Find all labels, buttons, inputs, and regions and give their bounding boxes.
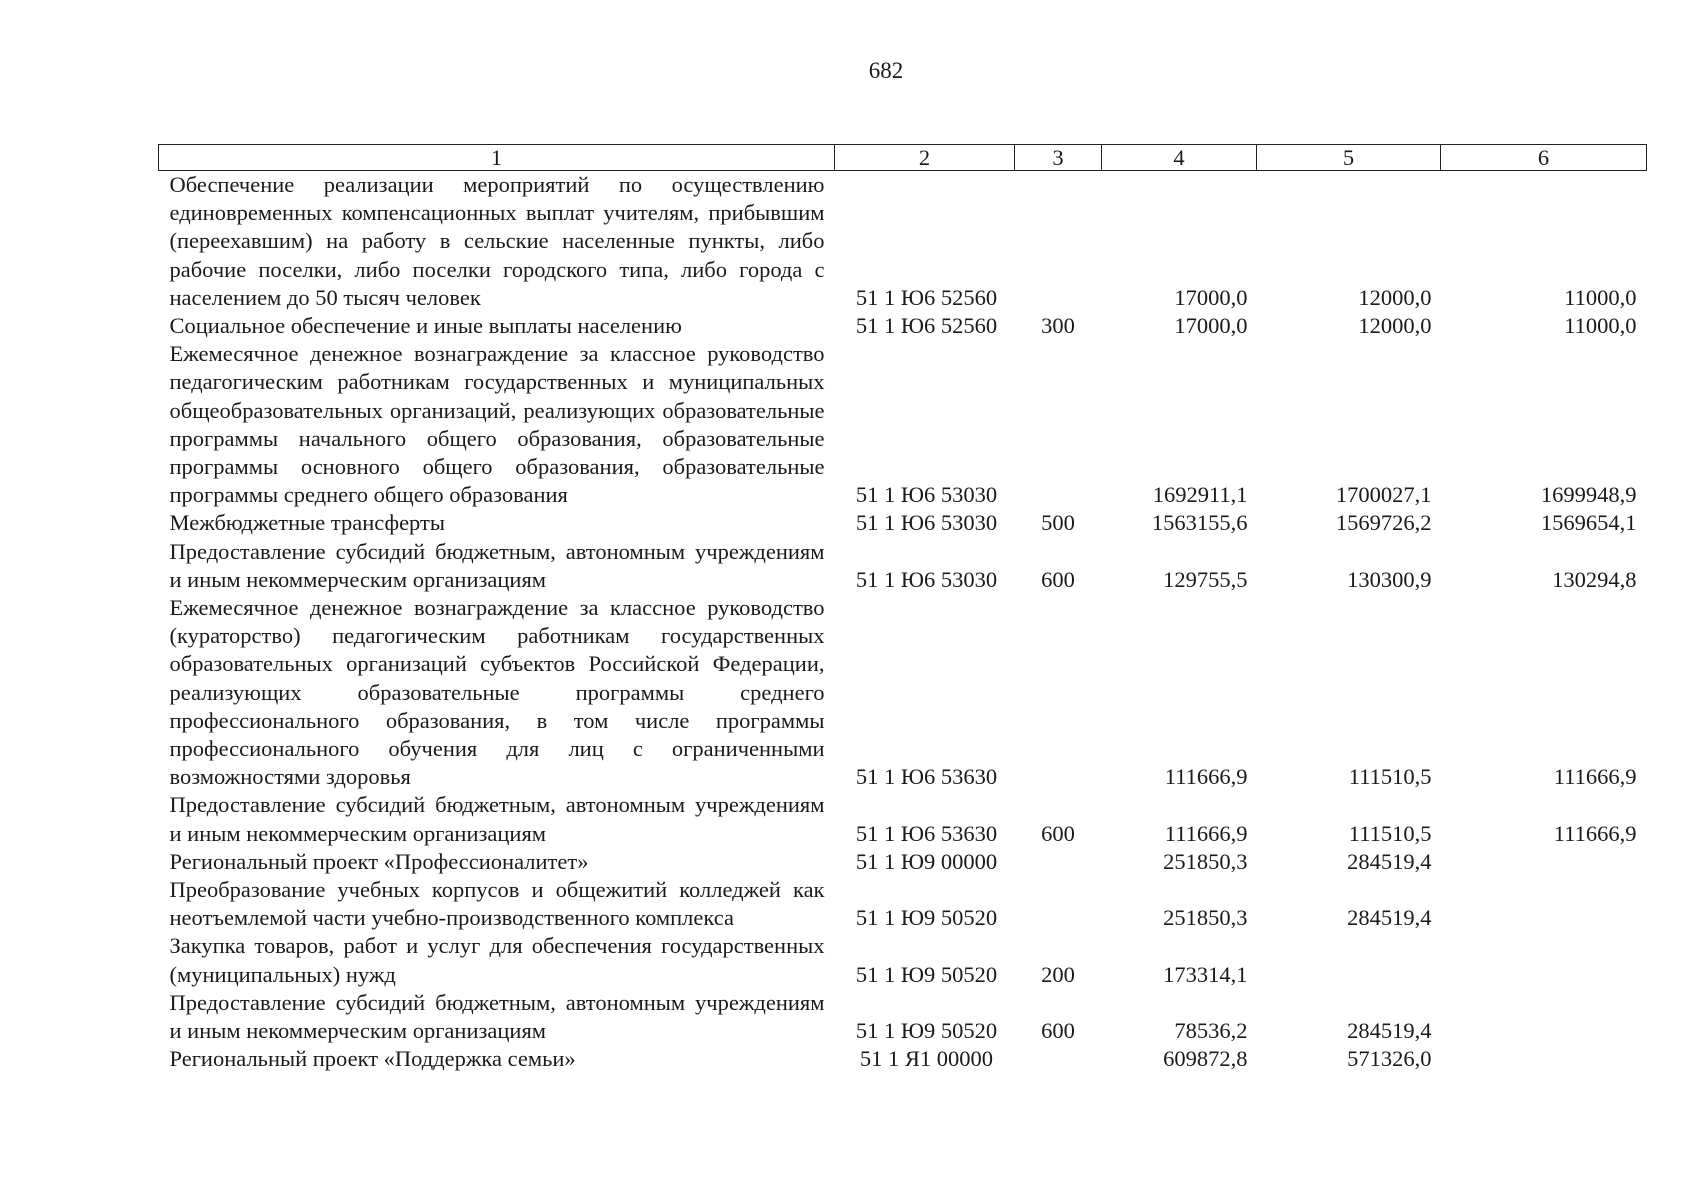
row-code: 51 1 Ю6 52560: [855, 284, 998, 310]
row-name: Региональный проект «Поддержка семьи»: [169, 1046, 576, 1072]
row-value-4: 609872,8: [1163, 1046, 1248, 1072]
row-type: [1015, 340, 1102, 509]
table-row: [159, 171, 1647, 313]
table-body: [159, 171, 1647, 1074]
column-header: 1: [159, 145, 835, 171]
row-type: 600: [1041, 566, 1075, 592]
row-value-5: 284519,4: [1347, 905, 1432, 931]
table-row: [159, 538, 1647, 594]
table-row: [159, 876, 1647, 932]
table-row: [159, 509, 1647, 537]
row-type: [1015, 171, 1102, 313]
budget-table-container: [158, 144, 1646, 1074]
row-value-4: 17000,0: [1174, 313, 1248, 339]
row-name: Закупка товаров, работ и услуг для обеспечения государственных (муниципальных) нужд: [169, 933, 825, 987]
row-value-4: 78536,2: [1174, 1018, 1248, 1044]
column-header: 5: [1257, 145, 1441, 171]
row-type: 500: [1041, 510, 1075, 536]
row-value-6: 11000,0: [1564, 313, 1637, 339]
column-header: 4: [1102, 145, 1257, 171]
row-name: Ежемесячное денежное вознаграждение за классное руководство педагогическим работникам государственных и муниципальных общеобразовательных организаций, реализующих образовательные программы начального общего образования, образовательные программы основного общего образования, образовательные программы среднего общего образования: [169, 341, 825, 508]
row-value-5: 130300,9: [1347, 566, 1432, 592]
row-name: Предоставление субсидий бюджетным, автономным учреждениям и иным некоммерческим организациям: [169, 989, 825, 1044]
row-value-6: [1441, 932, 1647, 988]
row-name: Предоставление субсидий бюджетным, автономным учреждениям и иным некоммерческим организациям: [169, 538, 825, 592]
row-name: Социальное обеспечение и иные выплаты населению: [169, 313, 682, 339]
table-row: [159, 312, 1647, 340]
row-value-4: 129755,5: [1163, 566, 1248, 592]
table-row: [159, 594, 1647, 791]
row-type: [1015, 594, 1102, 791]
row-value-4: 17000,0: [1174, 284, 1248, 310]
table-row: [159, 848, 1647, 876]
row-code: 51 1 Ю6 53630: [855, 764, 998, 790]
row-value-5: 1569726,2: [1335, 510, 1432, 536]
row-value-4: 1692911,1: [1152, 482, 1248, 508]
table-row: [159, 932, 1647, 988]
table-row: [159, 340, 1647, 509]
row-value-5: 12000,0: [1358, 313, 1432, 339]
column-header: 2: [835, 145, 1015, 171]
row-value-5: 12000,0: [1358, 284, 1432, 310]
row-value-4: 1563155,6: [1151, 510, 1248, 536]
row-code: 51 1 Ю9 50520: [855, 905, 998, 931]
row-value-4: 111666,9: [1164, 764, 1248, 790]
column-header: 3: [1015, 145, 1102, 171]
row-code: 51 1 Ю6 52560: [855, 313, 998, 339]
table-row: [159, 989, 1647, 1045]
row-value-4: 251850,3: [1163, 848, 1248, 874]
row-value-6: 130294,8: [1552, 566, 1637, 592]
row-type: [1015, 1045, 1102, 1073]
row-value-4: 173314,1: [1163, 961, 1248, 987]
row-value-5: 1700027,1: [1335, 482, 1432, 508]
row-value-6: [1441, 848, 1647, 876]
row-name: Региональный проект «Профессионалитет»: [169, 848, 589, 874]
row-type: 300: [1041, 313, 1075, 339]
row-name: Межбюджетные трансферты: [169, 510, 445, 536]
row-code: 51 1 Ю6 53030: [855, 566, 998, 592]
row-value-6: [1441, 876, 1647, 932]
row-value-6: [1441, 1045, 1647, 1073]
row-value-5: [1257, 932, 1441, 988]
row-value-5: 284519,4: [1347, 848, 1432, 874]
row-value-6: [1441, 989, 1647, 1045]
row-type: 600: [1041, 1018, 1075, 1044]
row-type: [1015, 848, 1102, 876]
row-code: 51 1 Ю9 50520: [855, 1018, 998, 1044]
table-row: [159, 791, 1647, 847]
row-type: 200: [1041, 961, 1075, 987]
row-value-6: 111666,9: [1553, 764, 1637, 790]
table-row: [159, 1045, 1647, 1073]
row-code: 51 1 Ю6 53030: [855, 482, 998, 508]
row-code: 51 1 Ю6 53030: [855, 510, 998, 536]
page-number: 682: [868, 58, 904, 83]
table-header: [159, 145, 1647, 171]
row-value-6: 111666,9: [1553, 820, 1637, 846]
row-code: 51 1 Ю6 53630: [855, 820, 998, 846]
row-code: 51 1 Ю9 00000: [855, 848, 998, 874]
row-type: 600: [1041, 820, 1075, 846]
row-value-6: 1699948,9: [1540, 482, 1637, 508]
row-value-6: 11000,0: [1564, 284, 1637, 310]
row-value-4: 251850,3: [1163, 905, 1248, 931]
budget-table: [158, 144, 1647, 1074]
row-name: Преобразование учебных корпусов и общежитий колледжей как неотъемлемой части учебно-производственного комплекса: [169, 877, 825, 931]
row-value-6: 1569654,1: [1540, 510, 1637, 536]
column-header: 6: [1441, 145, 1647, 171]
row-value-5: 284519,4: [1347, 1018, 1432, 1044]
row-code: 51 1 Ю9 50520: [855, 961, 998, 987]
row-type: [1015, 876, 1102, 932]
row-value-5: 571326,0: [1347, 1046, 1432, 1072]
row-code: 51 1 Я1 00000: [859, 1046, 994, 1072]
row-value-5: 111510,5: [1348, 820, 1432, 846]
row-name: Ежемесячное денежное вознаграждение за классное руководство (кураторство) педагогическим работникам государственных образовательных организаций субъектов Российской Федерации, реализующих образовательные программы среднего профессионального образования, в том числе программы профессионального обучения для лиц с ограниченными возможностями здоровья: [169, 595, 825, 790]
row-name: Предоставление субсидий бюджетным, автономным учреждениям и иным некоммерческим организациям: [169, 792, 825, 846]
row-value-5: 111510,5: [1348, 764, 1432, 790]
row-value-4: 111666,9: [1164, 820, 1248, 846]
row-name: Обеспечение реализации мероприятий по осуществлению единовременных компенсационных выплат учителям, прибывшим (переехавшим) на работу в сельские населенные пункты, либо рабочие поселки, либо поселки городского типа, либо города с населением до 50 тысяч человек: [169, 172, 825, 310]
